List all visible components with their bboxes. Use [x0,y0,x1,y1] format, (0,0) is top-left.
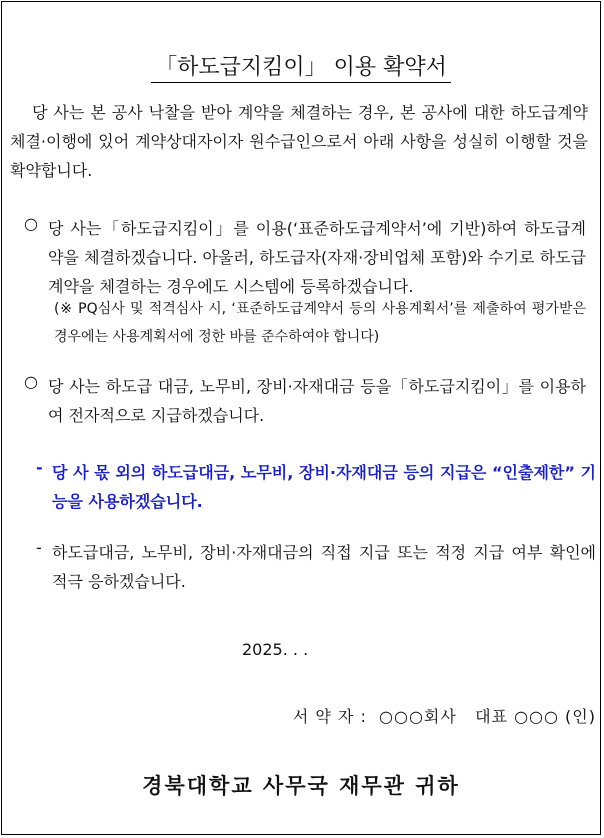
bullet-circle-1: ○ [24,214,38,233]
pledge-item-2: 당 사는 하도급 대금, 노무비, 장비·자재대금 등을「하도급지킴이」를 이용하여 전자적으로 지급하겠습니다. [48,377,586,425]
dash-marker-1: - [36,458,43,477]
pledge-item-1: 당 사는「하도급지킴이」를 이용(‘표준하도급계약서’에 기반)하여 하도급계약을 체결하겠습니다. 아울러, 하도급자(자재·장비업체 포함)와 수기로 하도급계약을 체결하는 경우에도 시스템에 등록하겠습니다. [48,219,586,296]
pledge-document [1,1,601,835]
document-title-text: 「하도급지킴이」 이용 확약서 [151,55,451,83]
date-line: 2025. . . [242,640,309,659]
pledge-item-1-note: (※ PQ심사 및 적격심사 시, ‘표준하도급계약서 등의 사용계획서’를 제출하여 평가받은 경우에는 사용계획서에 정한 바를 준수하여야 합니다) [54,301,586,345]
dash-marker-2: - [36,538,42,557]
signer-line: 서 약 자 : ○○○회사 대표 ○○○ (인) [292,707,596,726]
sub-item-direct-payment: 하도급대금, 노무비, 장비·자재대금의 직접 지급 또는 적정 지급 여부 확인에 적극 응하겠습니다. [52,543,596,591]
bullet-circle-2: ○ [24,372,38,391]
sub-item-withdrawal-limit: 당 사 몫 외의 하도급대금, 노무비, 장비·자재대금 등의 지급은 “인출제한” 기능을 사용하겠습니다. [52,463,596,511]
recipient-line: 경북대학교 사무국 재무관 귀하 [142,773,460,798]
intro-paragraph: 당 사는 본 공사 낙찰을 받아 계약을 체결하는 경우, 본 공사에 대한 하도급계약 체결·이행에 있어 계약상대자이자 원수급인으로서 아래 사항을 성실히 이행할 것을 확약합니다. [10,103,588,180]
document-title [2,50,600,81]
